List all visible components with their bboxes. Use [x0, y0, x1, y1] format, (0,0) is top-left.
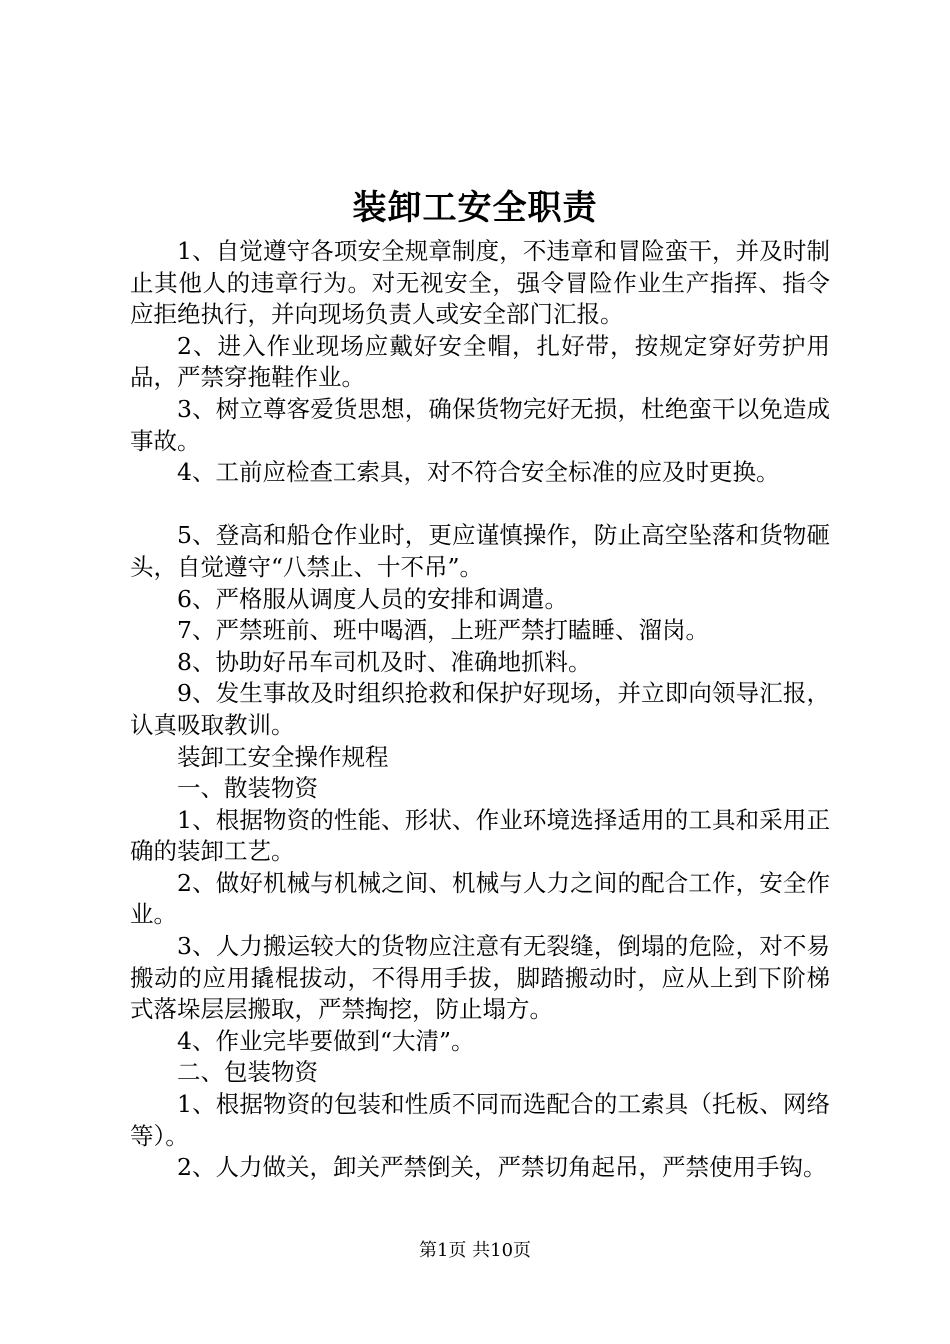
paragraph: 2、进入作业现场应戴好安全帽，扎好带，按规定穿好劳护用品，严禁穿拖鞋作业。 — [130, 331, 830, 392]
paragraph: 8、协助好吊车司机及时、准确地抓料。 — [177, 647, 592, 676]
paragraph: 1、根据物资的性能、形状、作业环境选择适用的工具和采用正确的装卸工艺。 — [130, 805, 830, 866]
page-number: 第1页 共10页 — [418, 1240, 532, 1261]
paragraph: 2、人力做关，卸关严禁倒关，严禁切角起吊，严禁使用手钩。 — [177, 1153, 827, 1182]
paragraph: 7、严禁班前、班中喝酒，上班严禁打瞌睡、溜岗。 — [177, 616, 709, 645]
paragraph: 5、登高和船仓作业时，更应谨慎操作，防止高空坠落和货物砸头，自觉遵守“八禁止、十不吊”。 — [130, 521, 830, 581]
section-heading: 二、包装物资 — [177, 1058, 318, 1087]
paragraph: 2、做好机械与机械之间、机械与人力之间的配合工作，安全作业。 — [130, 868, 830, 929]
paragraph: 9、发生事故及时组织抢救和保护好现场，并立即向领导汇报，认真吸取教训。 — [130, 679, 830, 739]
paragraph: 3、树立尊客爱货思想，确保货物完好无损，杜绝蛮干以免造成事故。 — [130, 394, 830, 455]
paragraph: 1、根据物资的包装和性质不同而选配合的工索具（托板、网络等）。 — [130, 1090, 830, 1150]
paragraph: 3、人力搬运较大的货物应注意有无裂缝，倒塌的危险，对不易搬动的应用撬棍拔动，不得用手拔，脚踏搬动时，应从上到下阶梯式落垛层层搬取，严禁掏挖，防止塌方。 — [130, 932, 830, 1024]
section-heading: 装卸工安全操作规程 — [177, 742, 389, 771]
paragraph: 4、作业完毕要做到“大清”。 — [177, 1026, 475, 1055]
paragraph: 4、工前应检查工索具，对不符合安全标准的应及时更换。 — [177, 458, 780, 487]
document-body — [130, 236, 830, 1184]
paragraph: 6、严格服从调度人员的安排和调遣。 — [177, 584, 568, 613]
section-heading: 一、散装物资 — [177, 774, 318, 803]
paragraph: 1、自觉遵守各项安全规章制度，不违章和冒险蛮干，并及时制止其他人的违章行为。对无视安全，强令冒险作业生产指挥、指令应拒绝执行，并向现场负责人或安全部门汇报。 — [130, 237, 830, 329]
document-title: 装卸工安全职责 — [352, 188, 598, 228]
